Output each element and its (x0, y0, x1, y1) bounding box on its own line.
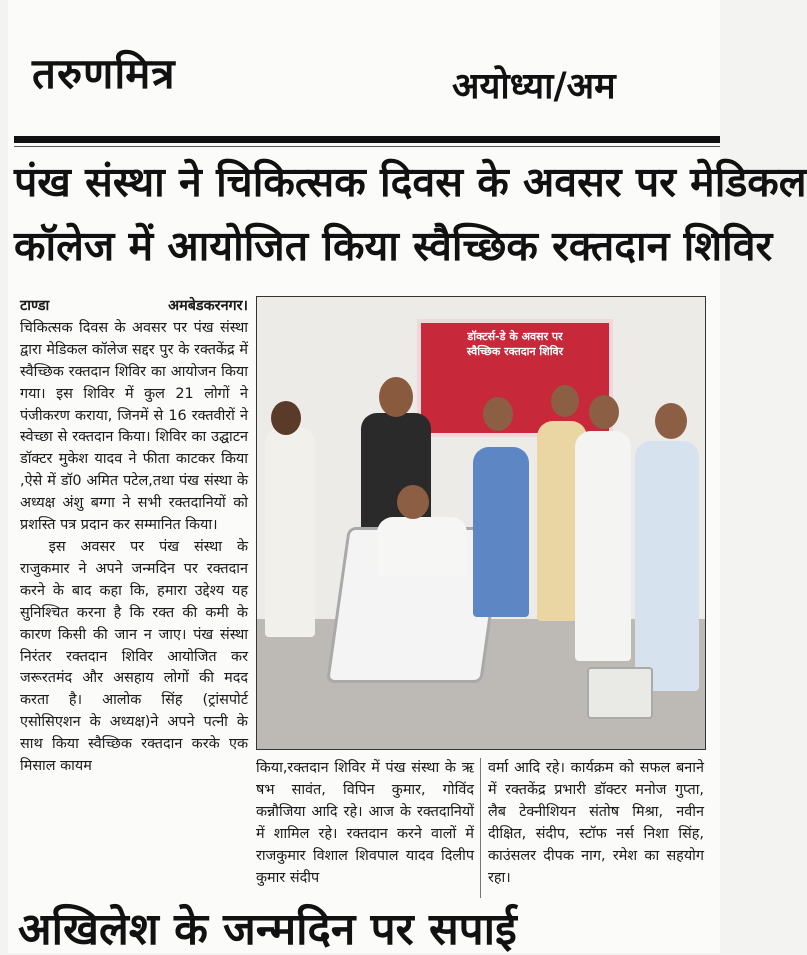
person-figure (635, 441, 699, 691)
masthead: तरुणमित्र (32, 49, 176, 98)
next-article-headline: अखिलेश के जन्मदिन पर सपाई (18, 904, 517, 955)
person-head (589, 395, 619, 429)
article-column-1 (20, 296, 248, 778)
dateline: अयोध्या/अम (452, 65, 616, 107)
person-figure (575, 431, 631, 661)
person-head (271, 401, 301, 435)
medical-device (587, 667, 653, 719)
blood-donation-banner (417, 319, 613, 437)
article-column-2-text: किया,रक्तदान शिविर में पंख संस्था के ऋ षभ सावंत, विपिन कुमार, गोविंद कन्नौजिया आदि रहे। आज के रक्तदानियों में शामिल रहे। रक्तदान करने वालों में राजकुमार विशाल शिवपाल यादव दिलीप कुमार संदीप (256, 760, 474, 886)
donor-head (397, 485, 429, 519)
article-column-2 (256, 758, 474, 889)
person-head (379, 377, 413, 417)
header-rule-thin (14, 146, 720, 147)
person-figure (473, 447, 529, 617)
event-photo (256, 296, 706, 750)
headline-line-1: पंख संस्था ने चिकित्सक दिवस के अवसर पर मेडिकल (14, 158, 807, 206)
person-figure (265, 427, 315, 637)
byline (20, 296, 248, 318)
donor-figure (377, 517, 467, 577)
person-head (655, 403, 687, 439)
article-column-3-text: वर्मा आदि रहे। कार्यक्रम को सफल बनाने में रक्तकेंद्र प्रभारी डॉक्टर मनोज गुप्ता, लैब टेक्नीशियन संतोष मिश्रा, नवीन दीक्षित, संदीप, स्टॉफ नर्स निशा सिंह, काउंसलर दीपक नाग, रमेश का सहयोग रहा। (488, 760, 704, 886)
article-paragraph-2: इस अवसर पर पंख संस्था के राजुकमार ने अपने जन्मदिन पर रक्तदान करने के बाद कहा कि, हमारा उद्देश्य यह सुनिश्चित करना है कि रक्त की कमी के कारण किसी की जान न जाए। पंख संस्था निरंतर रक्तदान शिविर आयोजित कर जरूरतमंद और असहाय लोगों की मदद करता है। आलोक सिंह (ट्रांसपोर्ट एसोसिएशन के अध्यक्ष)ने अपने पत्नी के साथ किया स्वैच्छिक रक्तदान करके एक मिसाल कायम (20, 538, 248, 775)
person-head (483, 397, 513, 431)
byline-place: टाण्डा (20, 298, 50, 314)
header-rule (14, 136, 720, 143)
article-column-3 (488, 758, 704, 889)
byline-district: अमबेडकरनगर। (168, 298, 248, 314)
banner-line-1: डॉक्टर्स-डे के अवसर पर (467, 330, 563, 343)
column-divider (480, 758, 481, 898)
banner-line-2: स्वैच्छिक रक्तदान शिविर (466, 345, 564, 359)
person-head (551, 385, 579, 417)
article-paragraph-1: चिकित्सक दिवस के अवसर पर पंख संस्था द्वारा मेडिकल कॉलेज सद्दर पुर के रक्तकेंद्र में स्वैच्छिक रक्तदान शिविर का आयोजन किया गया। इस शिविर में कुल 21 लोगों ने पंजीकरण कराया, जिनमें से 16 रक्तवीरों ने स्वेच्छा से रक्तदान किया। शिविर का उद्घाटन डॉक्टर मुकेश यादव ने फीता काटकर किया ,ऐसे में डॉ0 अमित पटेल,तथा पंख संस्था के अध्यक्ष अंशु बग्गा ने सभी रक्तदानियों को प्रशस्ति पत्र प्रदान कर सम्मानित किया। (20, 319, 248, 534)
headline-line-2: कॉलेज में आयोजित किया स्वैच्छिक रक्तदान शिविर (14, 222, 773, 270)
